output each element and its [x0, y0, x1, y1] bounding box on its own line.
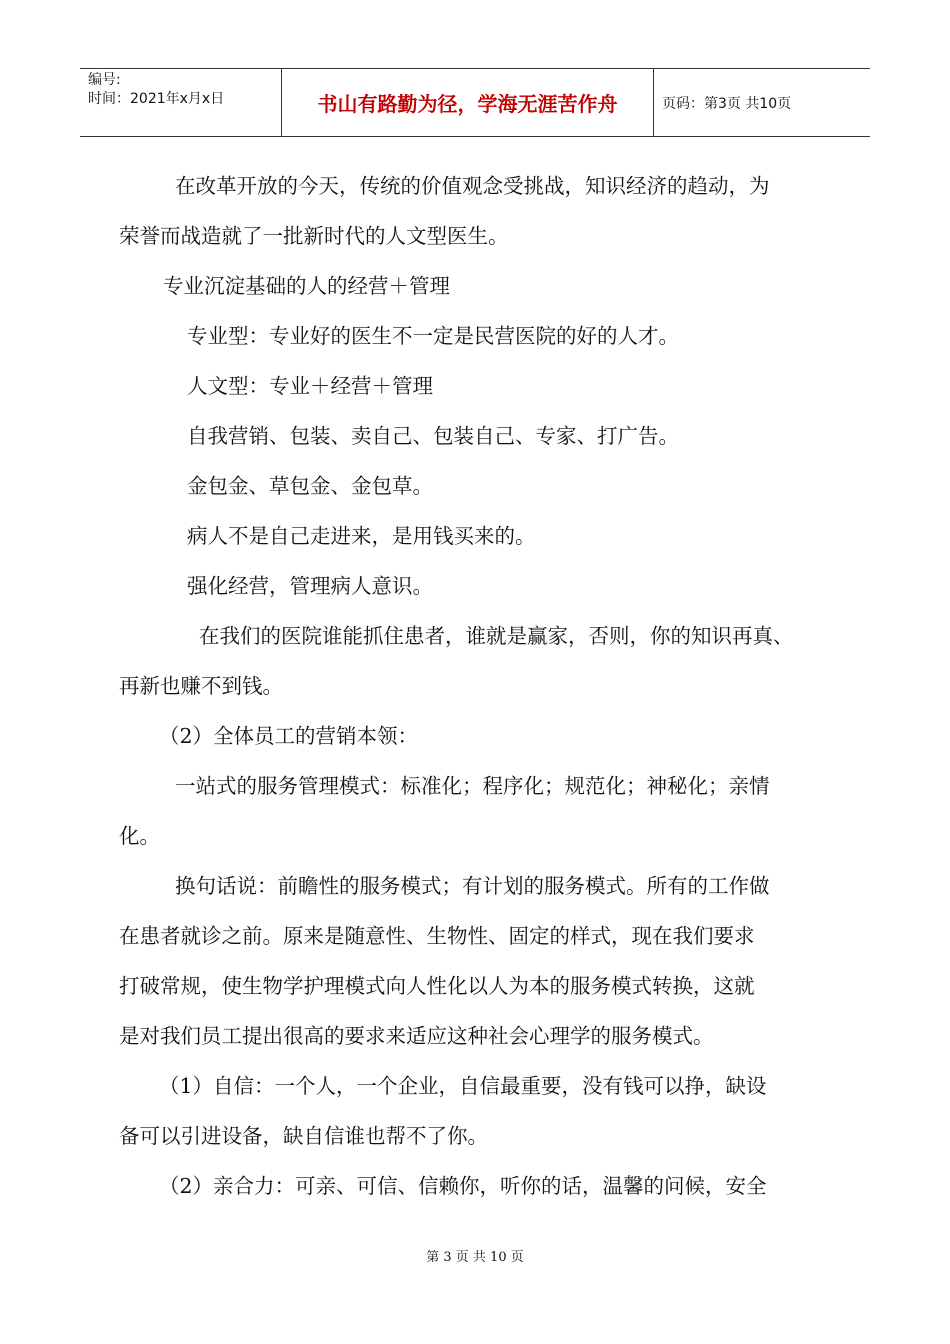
document-time-label: 时间：2021年x月x日: [88, 91, 225, 107]
body-line: 病人不是自己走进来，是用钱买来的。: [187, 524, 536, 548]
body-line: 人文型：专业＋经营＋管理: [187, 374, 433, 398]
header-motto: 书山有路勤为径，学海无涯苦作舟: [282, 69, 654, 136]
body-line: （1）自信：一个人，一个企业，自信最重要，没有钱可以挣，缺设: [159, 1074, 767, 1098]
page-footer: 第 3 页 共 10 页: [426, 1250, 524, 1265]
body-line: 一站式的服务管理模式：标准化；程序化；规范化；神秘化；亲情: [175, 774, 770, 798]
body-line: 打破常规，使生物学护理模式向人性化以人为本的服务模式转换，这就: [119, 974, 755, 998]
body-line: 强化经营，管理病人意识。: [187, 574, 433, 598]
body-line: 金包金、草包金、金包草。: [187, 474, 433, 498]
body-line: 在改革开放的今天，传统的价值观念受挑战，知识经济的趋动，为: [175, 174, 770, 198]
body-line: 在患者就诊之前。原来是随意性、生物性、固定的样式，现在我们要求: [119, 924, 755, 948]
body-line: 化。: [119, 824, 160, 848]
body-line: 备可以引进设备，缺自信谁也帮不了你。: [119, 1124, 488, 1148]
body-line: 在我们的医院谁能抓住患者，谁就是赢家，否则，你的知识再真、: [199, 624, 794, 648]
body-line: 自我营销、包装、卖自己、包装自己、专家、打广告。: [187, 424, 679, 448]
header-meta-cell: [80, 69, 282, 136]
body-line: （2）亲合力：可亲、可信、信赖你，听你的话，温馨的问候，安全: [159, 1174, 767, 1198]
body-line: 再新也赚不到钱。: [119, 674, 283, 698]
body-line: 专业型：专业好的医生不一定是民营医院的好的人才。: [187, 324, 679, 348]
body-line: 荣誉而战造就了一批新时代的人文型医生。: [119, 224, 509, 248]
document-number-label: 编号:: [88, 72, 121, 88]
body-line: 换句话说：前瞻性的服务模式；有计划的服务模式。所有的工作做: [175, 874, 770, 898]
body-line: 是对我们员工提出很高的要求来适应这种社会心理学的服务模式。: [119, 1024, 714, 1048]
page-header: [80, 68, 870, 137]
header-page-info: 页码：第3页 共10页: [662, 95, 792, 112]
body-line: （2）全体员工的营销本领：: [159, 724, 419, 748]
body-line: 专业沉淀基础的人的经营＋管理: [163, 274, 450, 298]
